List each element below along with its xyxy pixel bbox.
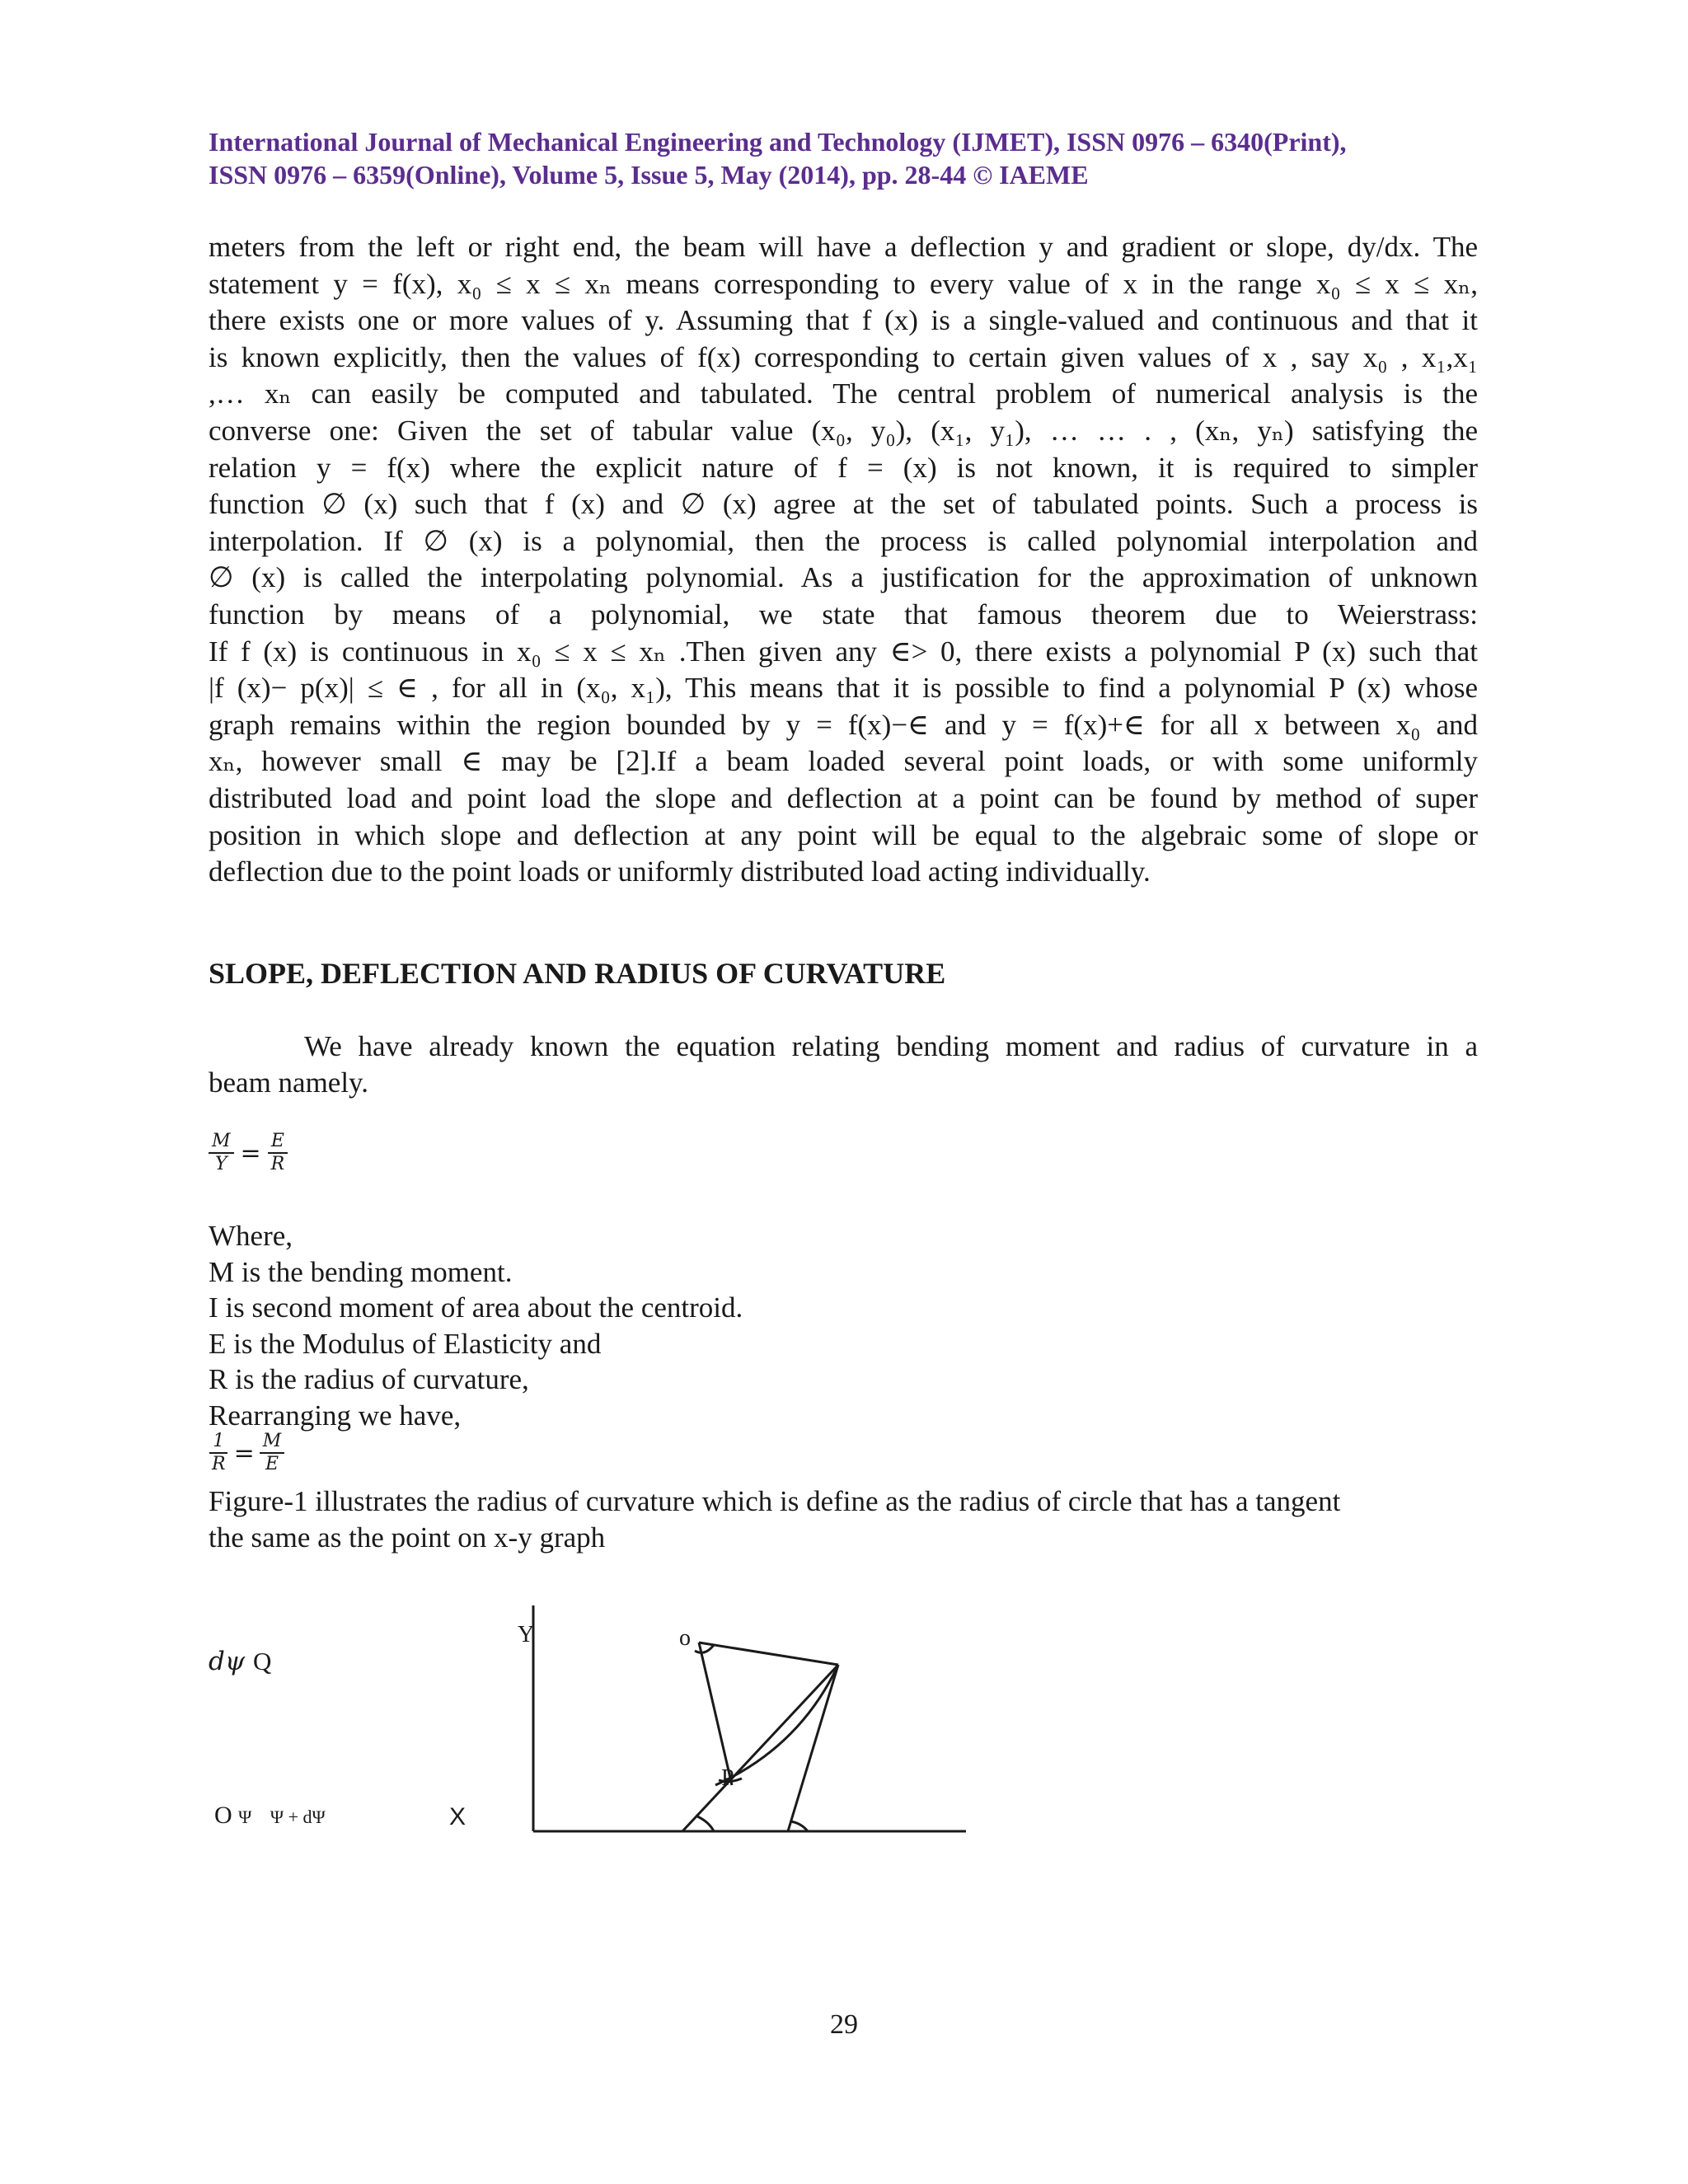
page-number: 29 (830, 2009, 858, 2040)
body-line: |f (x)− p(x)| ≤ ∈ , for all in (x₀, x₁), This means that it is possible to find a polynomial P (x) whose (209, 672, 1478, 705)
radius-line-op (699, 1643, 732, 1785)
definition-line: E is the Modulus of Elasticity and (209, 1327, 602, 1360)
body-line: If f (x) is continuous in x₀ ≤ x ≤ xₙ .Then given any ∈> 0, there exists a polynomial P (x) such that (209, 635, 1478, 668)
equals-sign: = (233, 1438, 255, 1468)
fraction-numerator: M (260, 1431, 285, 1454)
caption-line-1: Figure-1 illustrates the radius of curvature which is define as the radius of circle that has a tangent (209, 1485, 1341, 1517)
definitions-list (209, 1218, 1478, 1433)
definition-line: Rearranging we have, (209, 1399, 462, 1432)
definition-line: M is the bending moment. (209, 1255, 513, 1288)
definition-line: R is the radius of curvature, (209, 1363, 529, 1395)
fraction-m-over-y (209, 1131, 234, 1175)
header-line-2: ISSN 0976 – 6359(Online), Volume 5, Issue 5, May (2014), pp. 28-44 © IAEME (209, 160, 1089, 190)
body-paragraph (209, 229, 1478, 891)
fraction-denominator: R (270, 1154, 285, 1174)
body-line: function by means of a polynomial, we state that famous theorem due to Weierstrass: (209, 598, 1478, 630)
body-line: function ∅ (x) such that f (x) and ∅ (x) agree at the set of tabulated points. Such a process is (209, 488, 1478, 521)
header-line-1: International Journal of Mechanical Engineering and Technology (IJMET), ISSN 0976 – 6340(Print), (209, 127, 1347, 157)
figure-caption (209, 1483, 1478, 1556)
curvature-equation (209, 1431, 284, 1475)
radius-line-oq (699, 1643, 838, 1665)
body-line: ∅ (x) is called the interpolating polynomial. As a justification for the approximation of unknown (209, 561, 1478, 594)
intro-paragraph (209, 1029, 1478, 1101)
fraction-denominator: Y (215, 1154, 227, 1174)
body-line: meters from the left or right end, the beam will have a deflection y and gradient or slope, dy/dx. The (209, 231, 1478, 263)
y-axis-label: Y (518, 1622, 535, 1647)
angle-labels (214, 1802, 326, 1830)
journal-header (209, 125, 1478, 191)
fraction-denominator: E (265, 1454, 279, 1474)
fraction-numerator: M (209, 1131, 234, 1154)
angle-arc-psi (696, 1816, 714, 1831)
intro-line-1: We have already known the equation relating bending moment and radius of curvature in a (304, 1030, 1478, 1062)
psi-label: Ψ (238, 1807, 252, 1827)
origin-o-label: O (214, 1802, 232, 1829)
body-line: statement y = f(x), x₀ ≤ x ≤ xₙ means corresponding to every value of x in the range x₀ ≤ x ≤ xₙ, (209, 267, 1478, 300)
angle-arc-top (695, 1645, 714, 1652)
caption-line-2: the same as the point on x-y graph (209, 1521, 606, 1554)
fraction-denominator: R (212, 1454, 226, 1474)
tangent-line-p (682, 1665, 838, 1831)
center-o-label: o (679, 1625, 691, 1651)
body-line: converse one: Given the set of tabular value (x₀, y₀), (x₁, y₁), … … . , (xₙ, yₙ) satisfying the (209, 414, 1478, 447)
tangent-line-q (788, 1665, 838, 1831)
definition-line: I is second moment of area about the centroid. (209, 1291, 743, 1324)
bending-equation (209, 1131, 288, 1175)
fraction-m-over-e (260, 1431, 285, 1475)
psi-plus-dpsi-label: Ψ + dΨ (270, 1807, 326, 1827)
x-axis-label: X (449, 1803, 467, 1830)
fraction-numerator: E (268, 1131, 288, 1154)
fraction-1-over-r (209, 1431, 229, 1475)
equals-sign: = (240, 1138, 261, 1168)
body-line: graph remains within the region bounded by y = f(x)−∈ and y = f(x)+∈ for all x between x₀ and (209, 708, 1478, 741)
angle-arc-psi-dpsi (790, 1821, 808, 1831)
body-line: is known explicitly, then the values of f(x) corresponding to certain given values of x , say x₀ , x₁,x₁ (209, 340, 1478, 373)
body-line: distributed load and point load the slope and deflection at a point can be found by method of super (209, 781, 1478, 814)
fraction-e-over-r (268, 1131, 288, 1175)
dpsi-symbol: dψ (209, 1647, 246, 1676)
body-line: position in which slope and deflection at any point will be equal to the algebraic some of slope or (209, 818, 1478, 851)
body-line: interpolation. If ∅ (x) is a polynomial, then the process is called polynomial interpolation and (209, 524, 1478, 557)
q-label: Q (253, 1647, 272, 1675)
body-line: there exists one or more values of y. Assuming that f (x) is a single-valued and continuous and that it (209, 304, 1478, 337)
point-p-label: P (721, 1765, 734, 1791)
body-line: ,… xₙ can easily be computed and tabulated. The central problem of numerical analysis is the (209, 377, 1478, 410)
body-line: xₙ, however small ∈ may be [2].If a beam loaded several point loads, or with some uniformly (209, 745, 1478, 778)
section-heading: SLOPE, DEFLECTION AND RADIUS OF CURVATURE (209, 957, 946, 990)
definition-line: Where, (209, 1220, 293, 1252)
body-line: relation y = f(x) where the explicit nature of f = (x) is not known, it is required to simpler (209, 451, 1478, 484)
dpsi-label (209, 1647, 271, 1676)
intro-line-2: beam namely. (209, 1066, 369, 1099)
fraction-numerator: 1 (209, 1431, 227, 1454)
body-line: deflection due to the point loads or uniformly distributed load acting individually. (209, 855, 1151, 888)
